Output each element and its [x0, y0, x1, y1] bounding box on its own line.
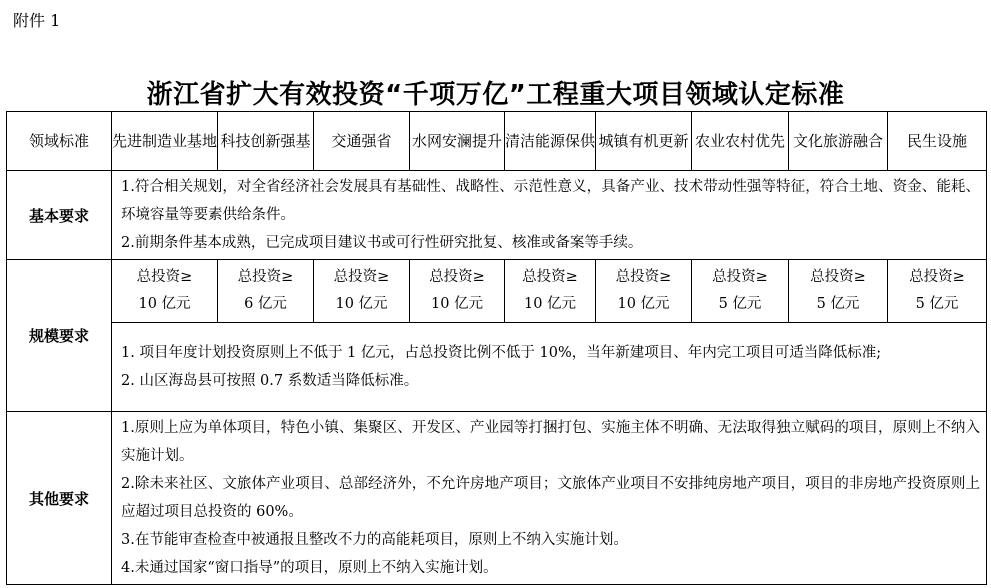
investment-cell: [218, 260, 314, 323]
scale-content: [112, 323, 987, 412]
investment-prefix: 总投资≥: [237, 269, 294, 285]
basic-item: 2.前期条件基本成熟，已完成项目建议书或可行性研究批复、核准或备案等手续。: [121, 235, 643, 251]
scale-investment-row: [7, 260, 987, 323]
investment-prefix: 总投资≥: [522, 269, 578, 285]
basic-label: 基本要求: [7, 171, 112, 260]
header-domain: 科技创新强基: [218, 112, 314, 171]
investment-prefix: 总投资≥: [615, 269, 672, 285]
header-domain: 水网安澜提升: [410, 112, 505, 171]
other-item: 2.除未来社区、文旅体产业项目、总部经济外，不允许房地产项目；文旅体产业项目不安排纯房地产项目，项目的非房地产投资原则上应超过项目总投资的 60%。: [121, 476, 980, 520]
investment-value: 10 亿元: [335, 296, 388, 312]
header-domain: 先进制造业基地: [112, 112, 218, 171]
header-row: [7, 112, 987, 171]
header-domain: 城镇有机更新: [596, 112, 692, 171]
header-domain: 农业农村优先: [692, 112, 789, 171]
investment-value: 5 亿元: [915, 296, 959, 312]
other-item: 3.在节能审查检查中被通报且整改不力的高能耗项目，原则上不纳入实施计划。: [121, 532, 628, 548]
investment-prefix: 总投资≥: [712, 269, 768, 285]
investment-value: 5 亿元: [816, 296, 860, 312]
investment-prefix: 总投资≥: [810, 269, 866, 285]
investment-cell: [692, 260, 789, 323]
basic-item: 1.符合相关规划，对全省经济社会发展具有基础性、战略性、示范性意义，具备产业、技术带动性强等特征，符合土地、资金、能耗、环境容量等要素供给条件。: [121, 179, 980, 223]
investment-value: 6 亿元: [244, 296, 287, 312]
investment-value: 10 亿元: [617, 296, 670, 312]
scale-item: 1. 项目年度计划投资原则上不低于 1 亿元，占总投资比例不低于 10%，当年新建项目、年内完工项目可适当降低标准;: [121, 345, 882, 361]
investment-cell: [410, 260, 505, 323]
header-first-cell: 领域标准: [7, 112, 112, 171]
investment-value: 10 亿元: [430, 296, 484, 312]
basic-row: [7, 171, 987, 260]
header-domain: 文化旅游融合: [789, 112, 888, 171]
investment-cell: [789, 260, 888, 323]
investment-value: 5 亿元: [718, 296, 762, 312]
investment-prefix: 总投资≥: [429, 269, 485, 285]
other-item: 1.原则上应为单体项目，特色小镇、集聚区、开发区、产业园等打捆打包、实施主体不明确、无法取得独立赋码的项目，原则上不纳入实施计划。: [121, 420, 980, 464]
other-label: 其他要求: [7, 412, 112, 585]
investment-cell: [112, 260, 218, 323]
investment-prefix: 总投资≥: [136, 269, 193, 285]
investment-prefix: 总投资≥: [333, 269, 390, 285]
investment-cell: [888, 260, 987, 323]
other-row: [7, 412, 987, 585]
scale-label: 规模要求: [7, 260, 112, 412]
investment-value: 10 亿元: [138, 296, 191, 312]
document-title: 浙江省扩大有效投资“千项万亿”工程重大项目领域认定标准: [146, 80, 845, 110]
basic-content: [112, 171, 987, 260]
investment-cell: [314, 260, 410, 323]
header-domain: 民生设施: [888, 112, 987, 171]
standards-table: [6, 111, 987, 585]
other-item: 4.未通过国家“窗口指导”的项目，原则上不纳入实施计划。: [121, 560, 498, 576]
header-domain: 交通强省: [314, 112, 410, 171]
investment-value: 10 亿元: [523, 296, 577, 312]
annex-label: 附件 1: [13, 11, 61, 30]
investment-cell: [505, 260, 596, 323]
investment-prefix: 总投资≥: [909, 269, 965, 285]
scale-notes-row: [7, 323, 987, 412]
investment-cell: [596, 260, 692, 323]
other-content: [112, 412, 987, 585]
scale-item: 2. 山区海岛县可按照 0.7 系数适当降低标准。: [121, 373, 419, 389]
header-domain: 清洁能源保供: [505, 112, 596, 171]
